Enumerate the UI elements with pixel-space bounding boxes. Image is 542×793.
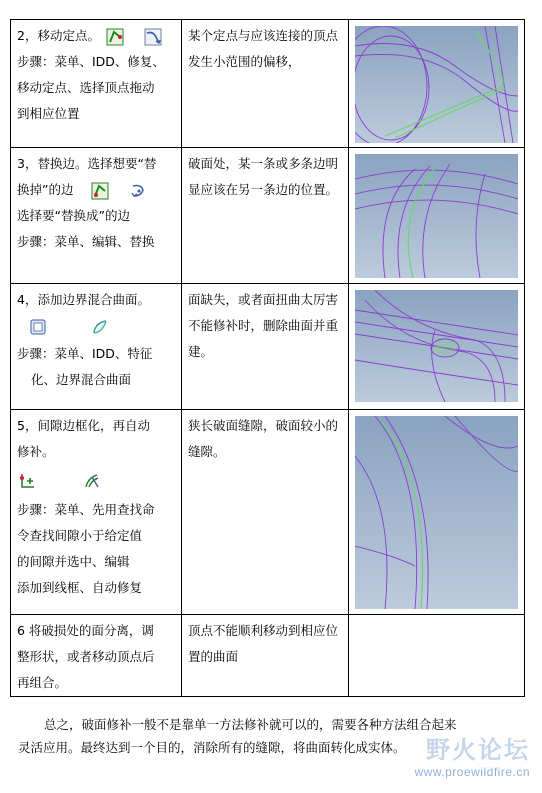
method-heading: 修补。 [17, 444, 55, 459]
table-row [11, 615, 525, 697]
boundary-blend-icon[interactable] [91, 318, 109, 336]
icon-row [11, 465, 181, 497]
auto-repair-icon[interactable] [83, 472, 101, 490]
screenshot-cell [349, 20, 525, 148]
drag-vertex-icon[interactable] [144, 28, 162, 46]
summary-paragraph-cont: 灵活应用。最终达到一个目的，消除所有的缝隙，将曲面转化成实体。 [18, 740, 406, 755]
move-vertex-icon[interactable] [106, 28, 124, 46]
add-to-wireframe-icon[interactable] [19, 472, 37, 490]
method-step: 到相应位置 [17, 106, 80, 121]
method-step: 再组合。 [17, 675, 68, 690]
watermark-title: 野火论坛 [426, 736, 530, 764]
description-text: 狭长破面缝隙，破面较小的缝隙。 [188, 418, 339, 459]
screenshot-cell [349, 148, 525, 284]
repair-method-table [10, 19, 525, 697]
method-step: 步骤：菜单、IDD、特征 [17, 346, 153, 361]
icon-row [11, 313, 181, 341]
method-step: 换掉”的边 [17, 182, 149, 197]
watermark-logo [414, 730, 530, 779]
method-heading: 5，间隙边框化，再自动 [17, 418, 150, 433]
cad-screenshot [355, 290, 518, 402]
cad-screenshot [355, 154, 518, 278]
table-row [11, 284, 525, 410]
description-cell [182, 148, 349, 284]
description-cell [182, 615, 349, 697]
method-cell [11, 20, 182, 148]
method-step: 步骤：菜单、编辑、替换 [17, 234, 155, 249]
method-heading: 4，添加边界混合曲面。 [17, 292, 150, 307]
cad-screenshot [355, 26, 518, 143]
table-row [11, 410, 525, 615]
method-step: 令查找间隙小于给定值 [17, 528, 143, 543]
method-step: 添加到线框、自动修复 [17, 580, 143, 595]
description-cell [182, 410, 349, 615]
table-row [11, 148, 525, 284]
description-text: 某个定点与应该连接的顶点发生小范围的偏移， [188, 28, 339, 69]
screenshot-cell [349, 410, 525, 615]
solid-box-icon[interactable] [29, 318, 47, 336]
select-edge-icon[interactable] [91, 182, 109, 200]
method-cell [11, 410, 182, 615]
screenshot-cell [349, 284, 525, 410]
table-row [11, 20, 525, 148]
method-cell [11, 284, 182, 410]
method-step: 选择要“替换成”的边 [17, 208, 130, 223]
method-step: 移动定点、选择顶点拖动 [17, 80, 155, 95]
method-step: 化、边界混合曲面 [31, 372, 132, 387]
method-step: 步骤：菜单、先用查找命 [17, 502, 155, 517]
method-cell [11, 148, 182, 284]
description-text: 顶点不能顺利移动到相应位置的曲面 [188, 623, 339, 664]
method-step: 整形状，或者移动顶点后 [17, 649, 155, 664]
summary-paragraph: 总之，破面修补一般不是靠单一方法修补就可以的，需要各种方法组合起来 [44, 717, 457, 732]
description-cell [182, 20, 349, 148]
method-cell [11, 615, 182, 697]
watermark-url: www.proewildfire.cn [414, 765, 530, 779]
cad-screenshot [355, 416, 518, 609]
description-text: 破面处，某一条或多条边明显应该在另一条边的位置。 [188, 156, 339, 197]
method-heading: 2，移动定点。 [17, 28, 164, 43]
method-step: 6 将破损处的面分离，调 [17, 623, 154, 638]
replace-edge-icon[interactable] [129, 182, 147, 200]
description-cell [182, 284, 349, 410]
method-heading: 3，替换边。选择想要“替 [17, 156, 157, 171]
method-step: 步骤：菜单、IDD、修复、 [17, 54, 165, 69]
screenshot-cell [349, 615, 525, 697]
description-text: 面缺失，或者面扭曲太厉害不能修补时，删除曲面并重建。 [188, 292, 339, 359]
method-step: 的间隙并选中、编辑 [17, 554, 130, 569]
